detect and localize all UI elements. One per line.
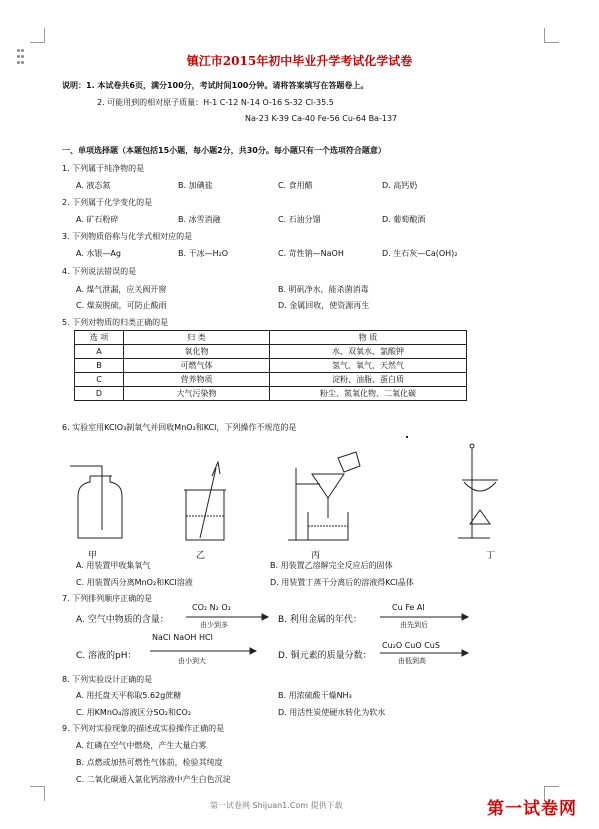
page-footer: 第一试卷网 Shijuan1.Com 提供下载	[210, 801, 343, 810]
q1-option-a: A. 液态氮	[76, 181, 111, 190]
question-4-stem: 4. 下列说法错误的是	[62, 267, 137, 276]
q9-option-b: B. 点燃或加热可燃性气体前，检验其纯度	[76, 758, 223, 767]
table-cell: C	[75, 373, 124, 387]
question-2-stem: 2. 下列属于化学变化的是	[62, 198, 153, 207]
table-header-cell: 选 项	[75, 331, 124, 345]
table-cell: A	[75, 345, 124, 359]
question-1-stem: 1. 下列属于纯净物的是	[62, 164, 145, 173]
q2-option-b: B. 冰雪消融	[178, 215, 221, 224]
brand-watermark: 第一试卷网	[487, 799, 577, 819]
table-cell: 淀粉、油脂、蛋白质	[270, 373, 467, 387]
question-7-stem: 7. 下列排列顺序正确的是	[62, 594, 153, 603]
q9-option-c: C. 二氧化碳通入氯化钙溶液中产生白色沉淀	[76, 775, 231, 784]
arrow-icons	[150, 614, 468, 656]
q9-option-a: A. 红磷在空气中燃烧，产生大量白雾	[76, 741, 207, 750]
q7-a-sequence: CO₂ N₂ O₂	[192, 603, 231, 612]
page-title: 镇江市2015年初中毕业升学考试化学试卷	[186, 54, 413, 68]
note-line-1: 说明：1. 本试卷共6页，满分100分，考试时间100分钟。请将答案填写在答题卷上。	[62, 81, 369, 90]
q2-option-d: D. 葡萄酿酒	[382, 215, 426, 224]
q6-option-a: A. 用装置甲收集氧气	[76, 561, 151, 570]
question-5-stem: 5. 下列对物质的归类正确的是	[62, 318, 169, 327]
q1-option-b: B. 加碘盐	[178, 181, 213, 190]
question-9-stem: 9. 下列对实验现象的描述或实验操作正确的是	[62, 724, 225, 733]
q8-option-c: C. 用KMnO₄溶液区分SO₂和CO₂	[76, 708, 192, 717]
q2-option-c: C. 石油分馏	[278, 215, 321, 224]
q1-option-d: D. 高钙奶	[382, 181, 418, 190]
figure-label-bing: 丙	[311, 551, 321, 561]
table-cell: 营养物质	[124, 373, 270, 387]
table-cell: B	[75, 359, 124, 373]
q6-option-d: D. 用装置丁蒸干分离后的溶液得KCl晶体	[270, 578, 414, 587]
table-cell: 粉尘、氮氧化物、二氧化碳	[270, 387, 467, 401]
q8-option-a: A. 用托盘天平称取5.62g蔗糖	[76, 691, 182, 700]
q3-option-b: B. 干冰—H₂O	[178, 249, 229, 258]
table-cell: 可燃气体	[124, 359, 270, 373]
table-cell: 氧化物	[124, 345, 270, 359]
q7-b-sequence: Cu Fe Al	[392, 603, 425, 612]
question-8-stem: 8. 下列实验设计正确的是	[62, 675, 153, 684]
q3-option-a: A. 水银—Ag	[76, 249, 121, 258]
q4-option-d: D. 金属回收，使资源再生	[278, 301, 370, 310]
q7-a-direction: 由少到多	[200, 621, 228, 629]
q7-d-sequence: Cu₂O CuO CuS	[382, 641, 440, 650]
question-3-stem: 3. 下列物质俗称与化学式相对应的是	[62, 232, 193, 241]
q3-option-c: C. 苛性钠—NaOH	[278, 249, 344, 258]
note-line-2: 2. 可能用到的相对原子质量：H-1 C-12 N-14 O-16 S-32 Cl-35.5	[97, 98, 334, 107]
q6-option-c: C. 用装置丙分离MnO₂和KCl溶液	[76, 578, 193, 587]
table-cell: 大气污染物	[124, 387, 270, 401]
question-6-stem: 6. 实验室用KClO₃制氧气并回收MnO₂和KCl，下列操作不规范的是	[62, 423, 297, 432]
q4-option-c: C. 煤炭脱硫，可防止酸雨	[76, 301, 167, 310]
figure-label-ding: 丁	[486, 551, 496, 561]
q7-option-a-lead: A. 空气中物质的含量：	[76, 615, 169, 625]
q7-c-sequence: NaCl NaOH HCl	[152, 633, 213, 642]
q1-option-c: C. 食用醋	[278, 181, 313, 190]
section-heading: 一、单项选择题（本题包括15小题，每小题2分，共30分。每小题只有一个选项符合题意）	[62, 146, 386, 155]
table-cell: 水、双氧水、氯酸钾	[270, 345, 467, 359]
q7-d-direction: 由低到高	[398, 657, 426, 665]
q3-option-d: D. 生石灰—Ca(OH)₂	[382, 249, 458, 258]
note-line-3: Na-23 K-39 Ca-40 Fe-56 Cu-64 Ba-137	[245, 114, 398, 123]
table-cell: D	[75, 387, 124, 401]
table-cell: 氢气、氧气、天然气	[270, 359, 467, 373]
q8-option-d: D. 用活性炭使硬水转化为软水	[278, 708, 386, 717]
q2-option-a: A. 矿石粉碎	[76, 215, 119, 224]
q7-c-direction: 由小到大	[178, 657, 206, 665]
q4-option-a: A. 煤气泄漏，应关阀开窗	[76, 285, 167, 294]
table-header-cell: 归 类	[124, 331, 270, 345]
q6-option-b: B. 用装置乙溶解完全反应后的固体	[270, 561, 393, 570]
q8-option-b: B. 用浓硫酸干燥NH₃	[278, 691, 352, 700]
figure-label-yi: 乙	[196, 551, 206, 561]
figure-label-jia: 甲	[88, 551, 98, 561]
q4-option-b: B. 明矾净水，能杀菌消毒	[278, 285, 369, 294]
q7-option-c-lead: C. 溶液的pH：	[76, 651, 137, 661]
table-header-cell: 物 质	[270, 331, 467, 345]
q7-option-d-lead: D. 铜元素的质量分数：	[278, 651, 372, 661]
q7-b-direction: 由先到后	[400, 621, 428, 629]
q7-option-b-lead: B. 利用金属的年代：	[278, 615, 362, 625]
